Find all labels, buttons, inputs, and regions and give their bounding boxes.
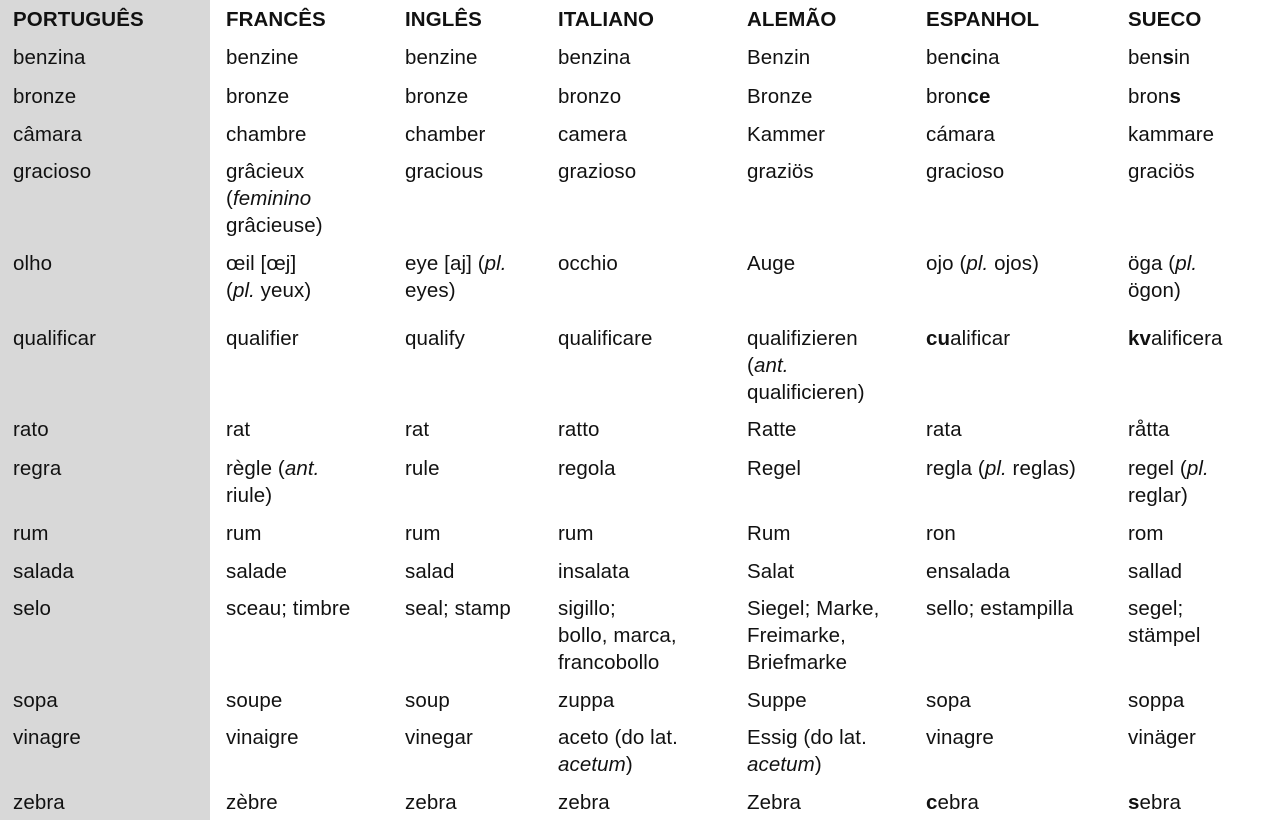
table-cell	[226, 520, 262, 547]
table-cell	[226, 83, 289, 110]
table-cell	[1128, 44, 1190, 71]
table-cell	[926, 416, 962, 443]
cell-text: sallad	[1128, 560, 1183, 583]
table-cell	[1128, 789, 1181, 816]
table-cell	[747, 325, 865, 406]
cell-text: olho	[13, 252, 53, 275]
cell-text: in	[1174, 46, 1191, 69]
cell-text: vinaigre	[226, 726, 299, 749]
table-cell	[226, 44, 299, 71]
table-cell	[1128, 83, 1181, 110]
table-cell	[558, 158, 636, 185]
table-cell	[405, 121, 485, 148]
table-cell	[558, 558, 629, 585]
cell-text: regra	[13, 457, 62, 480]
cell-text: ögon)	[1128, 279, 1181, 302]
cell-text: soppa	[1128, 689, 1185, 712]
table-cell	[926, 687, 971, 714]
row-term	[13, 520, 49, 547]
cell-text: eye [aj] (	[405, 252, 485, 275]
cell-text: ensalada	[926, 560, 1011, 583]
cell-text: Auge	[747, 252, 796, 275]
column-header: FRANCÊS	[226, 8, 326, 31]
table-cell	[926, 455, 1076, 482]
row-term	[13, 416, 49, 443]
cell-text: benzina	[558, 46, 631, 69]
table-cell	[405, 520, 441, 547]
cell-text: s	[1128, 791, 1140, 814]
cell-text: vinagre	[13, 726, 81, 749]
row-term	[13, 83, 76, 110]
cell-text: )	[814, 753, 822, 776]
table-cell	[226, 595, 350, 622]
cell-text: zebra	[558, 791, 610, 814]
cell-text: gracioso	[926, 160, 1005, 183]
table-cell	[226, 250, 311, 304]
table-cell	[926, 250, 1039, 277]
cell-text: ebra	[1139, 791, 1181, 814]
cell-text: ratto	[558, 418, 600, 441]
row-term	[13, 558, 74, 585]
table-cell	[405, 325, 465, 352]
table-cell	[226, 158, 323, 239]
cell-text: chambre	[226, 123, 307, 146]
cell-text: Essig (do lat.	[747, 726, 867, 749]
cell-text: zuppa	[558, 689, 615, 712]
cell-text: Regel	[747, 457, 802, 480]
table-cell	[747, 416, 797, 443]
cell-text: sopa	[926, 689, 971, 712]
table-cell	[1128, 724, 1196, 751]
cell-text: Freimarke,	[747, 624, 846, 647]
table-cell	[405, 724, 473, 751]
cell-text: c	[926, 791, 938, 814]
cell-text: ojos)	[988, 252, 1040, 275]
cell-text: bronzo	[558, 85, 622, 108]
cell-text: francobollo	[558, 651, 660, 674]
cell-text: Suppe	[747, 689, 807, 712]
cell-text: rata	[926, 418, 962, 441]
table-cell	[405, 250, 507, 304]
table-cell	[405, 416, 429, 443]
table-cell	[558, 416, 600, 443]
table-cell	[226, 789, 278, 816]
cell-text: soupe	[226, 689, 283, 712]
table-cell	[747, 595, 879, 676]
cell-text: kammare	[1128, 123, 1215, 146]
cell-text: Bronze	[747, 85, 813, 108]
cell-text: reglar)	[1128, 484, 1188, 507]
cell-text: bronze	[405, 85, 469, 108]
table-cell	[747, 250, 795, 277]
cell-text: ce	[967, 85, 991, 108]
cell-text: )	[625, 753, 633, 776]
table-cell	[1128, 455, 1209, 509]
row-term	[13, 455, 61, 482]
table-cell	[1128, 325, 1223, 352]
cell-text: sello; estampilla	[926, 597, 1074, 620]
cell-text: benzine	[226, 46, 299, 69]
cell-text: camera	[558, 123, 627, 146]
cell-text: seal; stamp	[405, 597, 511, 620]
cell-text: eyes)	[405, 279, 456, 302]
cell-text: pl.	[984, 457, 1007, 480]
table-cell	[1128, 520, 1164, 547]
cell-text: Salat	[747, 560, 795, 583]
cell-text: qualifizieren	[747, 327, 858, 350]
cell-text: kv	[1128, 327, 1152, 350]
cell-text: grâcieuse)	[226, 214, 323, 237]
cell-text: s	[1162, 46, 1175, 69]
table-cell	[558, 121, 627, 148]
table-cell	[226, 325, 299, 352]
table-cell	[1128, 687, 1184, 714]
table-cell	[558, 687, 614, 714]
cell-text: sigillo;	[558, 597, 616, 620]
cell-text: segel;	[1128, 597, 1184, 620]
cell-text: grâcieux	[226, 160, 305, 183]
cell-text: alificar	[950, 327, 1011, 350]
table-cell	[747, 121, 825, 148]
cell-text: rom	[1128, 522, 1164, 545]
table-cell	[405, 558, 455, 585]
table-cell	[926, 595, 1074, 622]
table-cell	[405, 83, 468, 110]
row-term	[13, 250, 52, 277]
row-term	[13, 724, 81, 751]
cell-text: ron	[926, 522, 956, 545]
cell-text: qualify	[405, 327, 465, 350]
cell-text: chamber	[405, 123, 486, 146]
cell-text: alificera	[1151, 327, 1223, 350]
column-header: PORTUGUÊS	[13, 8, 144, 31]
cell-text: ojo (	[926, 252, 967, 275]
cell-text: rum	[405, 522, 441, 545]
table-cell	[747, 83, 813, 110]
column-header: SUECO	[1128, 8, 1202, 31]
cell-text: grazioso	[558, 160, 637, 183]
table-cell	[747, 44, 810, 71]
cell-text: règle (	[226, 457, 285, 480]
table-cell	[226, 121, 306, 148]
cell-text: salada	[13, 560, 75, 583]
cell-text: Rum	[747, 522, 791, 545]
column-header: ALEMÃO	[747, 8, 837, 31]
cell-text: yeux)	[254, 279, 312, 302]
cell-text: ina	[972, 46, 1000, 69]
cell-text: c	[960, 46, 973, 69]
cell-text: pl.	[484, 252, 507, 275]
table-cell	[558, 724, 678, 778]
cell-text: soup	[405, 689, 450, 712]
cell-text: vinäger	[1128, 726, 1196, 749]
table-cell	[926, 121, 995, 148]
cell-text: bollo, marca,	[558, 624, 677, 647]
cell-text: sopa	[13, 689, 58, 712]
cell-text: œil [œj]	[226, 252, 297, 275]
table-cell	[558, 250, 618, 277]
cell-text: regel (	[1128, 457, 1187, 480]
cell-text: (	[226, 279, 233, 302]
table-cell	[558, 520, 594, 547]
cell-text: Kammer	[747, 123, 826, 146]
table-cell	[1128, 158, 1195, 185]
row-term	[13, 325, 96, 352]
cell-text: zèbre	[226, 791, 278, 814]
cell-text: graziös	[747, 160, 814, 183]
cell-text: acetum	[747, 753, 815, 776]
cell-text: rat	[405, 418, 430, 441]
table-cell	[926, 158, 1004, 185]
table-cell	[405, 44, 478, 71]
table-cell	[226, 416, 250, 443]
table-cell	[747, 558, 794, 585]
cell-text: qualificare	[558, 327, 653, 350]
column-header: INGLÊS	[405, 8, 482, 31]
cell-text: Siegel; Marke,	[747, 597, 880, 620]
cell-text: selo	[13, 597, 52, 620]
cell-text: insalata	[558, 560, 630, 583]
cell-text: regola	[558, 457, 616, 480]
cell-text: gracious	[405, 160, 484, 183]
cell-text: Briefmarke	[747, 651, 848, 674]
cell-text: pl.	[232, 279, 255, 302]
cell-text: bron	[1128, 85, 1170, 108]
cell-text: zebra	[13, 791, 65, 814]
table-cell	[926, 724, 994, 751]
table-cell	[558, 455, 616, 482]
table-cell	[926, 520, 956, 547]
cell-text: ant.	[284, 457, 320, 480]
table-cell	[226, 558, 287, 585]
cell-text: vinegar	[405, 726, 473, 749]
cell-text: feminino	[232, 187, 312, 210]
cell-text: ant.	[753, 354, 789, 377]
cell-text: graciös	[1128, 160, 1195, 183]
table-cell	[558, 83, 621, 110]
cell-text: occhio	[558, 252, 618, 275]
cell-text: s	[1169, 85, 1181, 108]
table-cell	[1128, 416, 1170, 443]
cell-text: gracioso	[13, 160, 92, 183]
cell-text: reglas)	[1006, 457, 1076, 480]
table-cell	[558, 595, 677, 676]
cell-text: acetum	[558, 753, 626, 776]
table-cell	[405, 789, 457, 816]
row-term	[13, 158, 91, 185]
cell-text: pl.	[966, 252, 989, 275]
cell-text: riule)	[226, 484, 273, 507]
table-cell	[926, 789, 979, 816]
cell-text: rum	[226, 522, 262, 545]
cell-text: aceto (do lat.	[558, 726, 678, 749]
cell-text: qualificar	[13, 327, 97, 350]
table-cell	[747, 687, 807, 714]
table-cell	[1128, 121, 1214, 148]
table-cell	[558, 789, 610, 816]
cell-text: benzina	[13, 46, 86, 69]
table-cell	[558, 325, 653, 352]
cell-text: bron	[926, 85, 968, 108]
row-term	[13, 687, 58, 714]
cell-text: bronze	[13, 85, 77, 108]
column-header: ESPANHOL	[926, 8, 1040, 31]
table-cell	[558, 44, 631, 71]
cell-text: Benzin	[747, 46, 811, 69]
cell-text: rule	[405, 457, 440, 480]
cell-text: (	[226, 187, 233, 210]
cell-text: vinagre	[926, 726, 994, 749]
table-cell	[1128, 250, 1197, 304]
cell-text: zebra	[405, 791, 457, 814]
cell-text: råtta	[1128, 418, 1170, 441]
table-cell	[747, 789, 801, 816]
table-cell	[405, 595, 511, 622]
cell-text: regla (	[926, 457, 985, 480]
table-cell	[747, 158, 814, 185]
table-cell	[747, 520, 791, 547]
cell-text: stämpel	[1128, 624, 1201, 647]
table-cell	[926, 558, 1010, 585]
table-cell	[226, 724, 299, 751]
cell-text: qualificieren)	[747, 381, 865, 404]
row-term	[13, 595, 51, 622]
cell-text: rat	[226, 418, 251, 441]
cell-text: Zebra	[747, 791, 802, 814]
cell-text: pl.	[1186, 457, 1209, 480]
cell-text: Ratte	[747, 418, 797, 441]
row-term	[13, 121, 82, 148]
cell-text: öga (	[1128, 252, 1176, 275]
table-cell	[405, 687, 450, 714]
cell-text: salade	[226, 560, 288, 583]
row-term	[13, 789, 65, 816]
cell-text: benzine	[405, 46, 478, 69]
table-cell	[747, 724, 867, 778]
cell-text: câmara	[13, 123, 82, 146]
cell-text: (	[747, 354, 754, 377]
cell-text: ben	[1128, 46, 1163, 69]
table-cell	[926, 83, 990, 110]
cell-text: bronze	[226, 85, 290, 108]
table-cell	[1128, 558, 1182, 585]
table-cell	[1128, 595, 1200, 649]
table-cell	[747, 455, 801, 482]
cell-text: salad	[405, 560, 455, 583]
cell-text: sceau; timbre	[226, 597, 351, 620]
cell-text: ebra	[937, 791, 979, 814]
cell-text: rum	[13, 522, 49, 545]
table-cell	[926, 325, 1010, 352]
cell-text: qualifier	[226, 327, 299, 350]
table-cell	[926, 44, 1000, 71]
cell-text: rato	[13, 418, 49, 441]
table-cell	[405, 158, 483, 185]
cell-text: cu	[926, 327, 951, 350]
cell-text: rum	[558, 522, 594, 545]
cell-text: pl.	[1175, 252, 1198, 275]
cell-text: cámara	[926, 123, 995, 146]
cell-text: ben	[926, 46, 961, 69]
row-term	[13, 44, 86, 71]
table-cell	[405, 455, 440, 482]
column-header: ITALIANO	[558, 8, 655, 31]
table-cell	[226, 455, 319, 509]
table-cell	[226, 687, 282, 714]
